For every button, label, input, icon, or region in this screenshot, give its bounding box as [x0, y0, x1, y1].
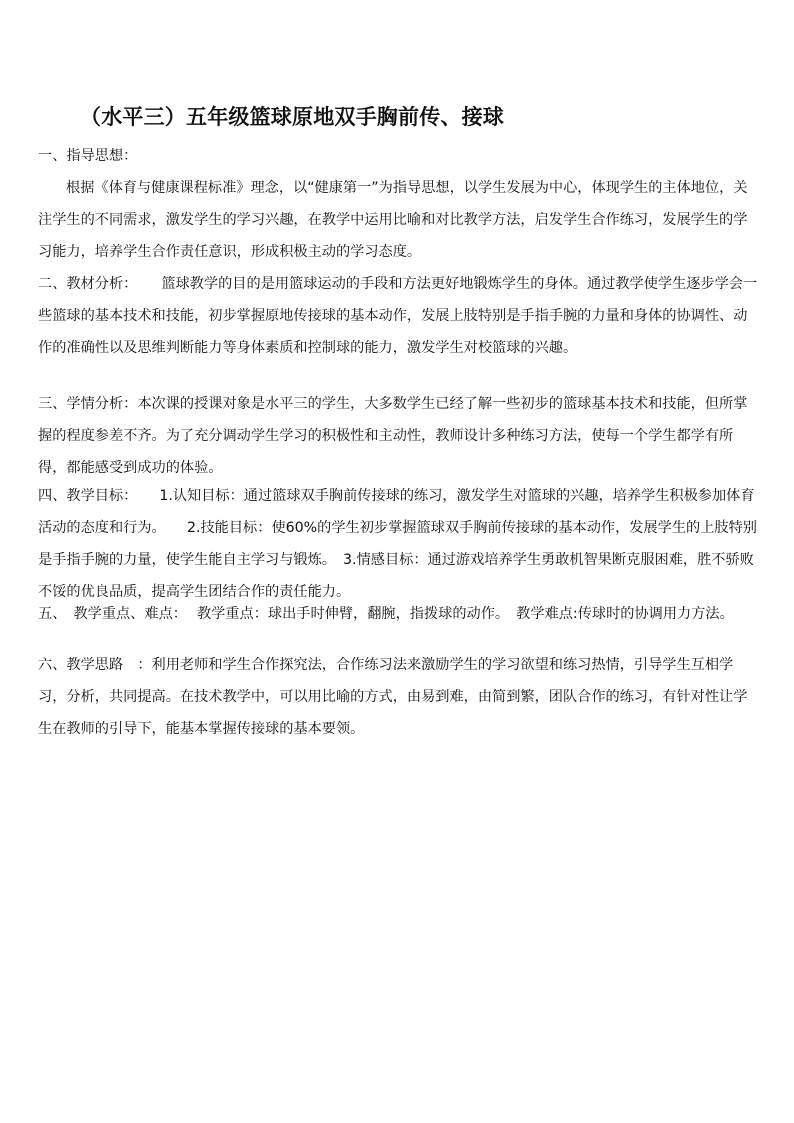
document-title: （水平三）五年级篮球原地双手胸前传、接球	[80, 104, 504, 129]
section-body: 教学重点：球出手时伸臂，翻腕，指拨球的动作。 教学难点:传球时的协调用力方法。	[196, 606, 734, 622]
section-heading: 四、教学目标：	[38, 488, 138, 504]
section-key-points	[38, 603, 760, 625]
section-teaching-approach	[38, 649, 760, 745]
section-heading: 二、教材分析：	[38, 276, 138, 292]
section-heading: 五、 教学重点、难点：	[38, 606, 187, 622]
section-heading: 一、指导思想：	[38, 148, 138, 164]
section-body: 篮球教学的目的是用篮球运动的手段和方法更好地锻炼学生的身体。通过教学使学生逐步学会一些篮球的基本技术和技能，初步掌握原地传接球的基本动作，发展上肢特别是手指手腕的力量和身体的协调性、动作的准确性以及思维判断能力等身体素质和控制球的能力，激发学生对校篮球的兴趣。	[38, 276, 758, 356]
section-learner-analysis	[38, 388, 760, 484]
section-body: 本次课的授课对象是水平三的学生，大多数学生已经了解一些初步的篮球基本技术和技能，但所掌握的程度参差不齐。为了充分调动学生学习的积极性和主动性，教师设计多种练习方法，使每一个学生都学有所得，都能感受到成功的体验。	[38, 396, 748, 476]
section-material-analysis	[38, 268, 760, 364]
section-paragraph	[38, 268, 760, 364]
section-paragraph	[38, 480, 760, 608]
section-body: 根据《体育与健康课程标准》理念，以“健康第一”为指导思想，以学生发展为中心，体现学生的主体地位，关注学生的不同需求，激发学生的学习兴趣，在教学中运用比喻和对比教学方法，启发学生合作练习，发展学生的学习能力，培养学生合作责任意识，形成积极主动的学习态度。	[38, 180, 748, 260]
section-body: 利用老师和学生合作探究法，合作练习法来激励学生的学习欲望和练习热情，引导学生互相学习，分析，共同提高。在技术教学中，可以用比喻的方式，由易到难，由简到繁，团队合作的练习，有针对性让学生在教师的引导下，能基本掌握传接球的基本要领。	[38, 657, 748, 737]
section-body: 1.认知目标：通过篮球双手胸前传接球的练习，激发学生对篮球的兴趣，培养学生积极参加体育活动的态度和行为。 2.技能目标：使60%的学生初步掌握篮球双手胸前传接球的基本动作，发展学生的上肢特别是手指手腕的力量，使学生能自主学习与锻炼。 3.情感目标：通过游戏培养学生勇敢机智果断克服困难，胜不骄败不馁的优良品质，提高学生团结合作的责任能力。	[38, 488, 757, 600]
section-teaching-objectives	[38, 480, 760, 608]
section-paragraph	[38, 603, 760, 625]
section-paragraph	[38, 388, 760, 484]
section-paragraph	[38, 649, 760, 745]
section-heading: 三、学情分析：	[38, 396, 138, 412]
section-guiding-thought	[38, 140, 760, 268]
section-heading: 六、教学思路 ：	[38, 657, 152, 673]
